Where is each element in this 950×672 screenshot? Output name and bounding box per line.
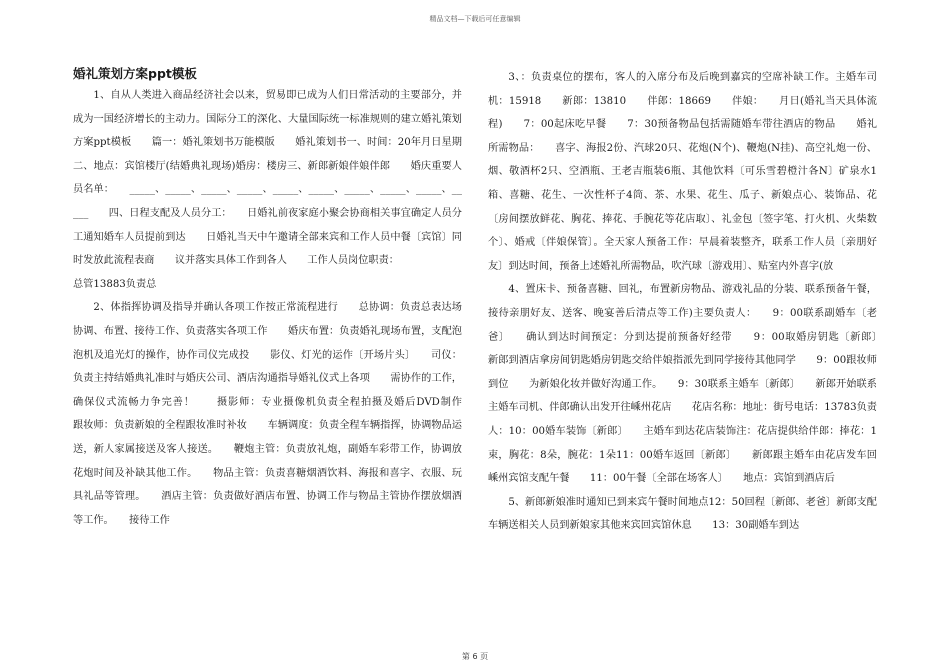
paragraph: 4、置床卡、预备喜糖、回礼，布置新房物品、游戏礼品的分装、联系预备午餐，接待亲朋好友、送客、晚宴善后清点等工作)主要负责人： 9：00联系副婚车〔老爸〕 确认到达时间预定：分到达提前预备好经带 9：00取婚房钥匙〔新郎〕 新郎到酒店拿房间钥匙婚房钥匙交给伴娘指派先到同学接待其他同学 9：00跟妆师到位 为新娘化妆并做好沟通工作。 9：30联系主婚车〔新郎〕 新郎开始联系主婚车司机、伴郎确认出发开往嵊州花店 花店名称：地址：街号电话：13783负责人：10：00婚车装饰〔新郎〕 主婚车到达花店装饰注：花店提供给伴郎：捧花：1束，胸花：8朵，腕花：1朵11：00婚车返回〔新郎〕 新郎跟主婚车由花店发车回嵊州宾馆支配午餐 11：00午餐〔全部在场客人〕 地点：宾馆到酒店后: [488, 284, 898, 485]
left-column: [73, 64, 483, 532]
page-header: 精品文档—下载后可任意编辑: [429, 15, 521, 23]
paragraph: 2、体指挥协调及指导并确认各项工作按正常流程进行 总协调：负责总表达场协调、布置、接待工作、负责落实各项工作 婚庆布置：负责婚礼现场布置，支配泡泡机及追光灯的操作，协作司仪完成投 影仪、灯光的运作〔开场片头〕 司仪：负责主持结婚典礼准时与婚庆公司、酒店沟通指导婚礼仪式上各项 需协作的工作，确保仪式流畅力争完善！ 摄影师：专业摄像机负责全程拍摄及婚后DVD制作 跟妆师：负责新娘的全程跟妆准时补妆 车辆调度：负责全程车辆指挥，协调物品运送，新人家属接送及客人接送。 鞭炮主管：负责放礼炮，副婚车彩带工作，协调放花炮时间及补缺其他工作。 物品主管：负责喜糖烟酒饮料、海报和喜字、衣服、玩具礼品等管理。 酒店主管：负责做好酒店布置、协调工作与物品主管协作摆放烟酒等工作。 接待工作: [73, 302, 483, 526]
paragraph: 1、自从人类进入商品经济社会以来，贸易即已成为人们日常活动的主要部分，并成为一国经济增长的主动力。国际分工的深化、大量国际统一标准规则的建立婚礼策划方案ppt模板 篇一：婚礼策划书万能模版 婚礼策划书一、时间：20年月日星期 二、地点：宾馆楼厅(结婚典礼现场)婚房：楼房三、新郎新娘伴娘伴郎 婚庆重要人员名单： _____、_____、_____、_____、_____、_____、_____、_____、_____、_____ 四、日程支配及人员分工： 日婚礼前夜家庭小聚会协商相关事宜确定人员分工通知婚车人员提前到达 日婚礼当天中午邀请全部来宾和工作人员中餐〔宾馆〕同时发放此流程表商 议并落实具体工作到各人 工作人员岗位职责：: [73, 90, 483, 267]
paragraph: 总管13883负责总: [73, 278, 157, 290]
right-column: [488, 66, 898, 538]
paragraph: 5、新郎新娘准时通知已到来宾午餐时间地点12：50回程〔新郎、老爸〕新郎支配车辆送相关人员到新娘家其他来宾回宾馆休息 13：30副婚车到达: [488, 496, 877, 532]
page-number: 第 6 页: [461, 652, 489, 661]
document-title: 婚礼策划方案ppt模板: [73, 66, 197, 81]
paragraph: 3、：负责桌位的摆布，客人的入席分布及后晚到嘉宾的空席补缺工作。主婚车司机：15918 新郎：13810 伴郎：18669 伴娘： 月日(婚礼当天具体流程) 7：00起床吃早餐 7：30预备物品包括需随婚车带往酒店的物品 婚礼所需物品： 喜字、海报2份、汽球20只、花炮(N个)、鞭炮(N挂)、高空礼炮一份、烟、敬酒杯2只、空酒瓶、王老吉瓶装6瓶、其他饮料〔可乐雪碧橙汁各N〕矿泉水1箱、喜糖、花生、一次性杯子4筒、茶、水果、花生、瓜子、新娘点心、装饰品、花〔房间摆放鲜花、胸花、捧花、手腕花等花店取〕、礼金包〔签字笔、打火机、火柴数个〕、婚戒〔伴娘保管〕。全天家人预备工作：早晨着装整齐，联系工作人员〔亲朋好友〕到达时间，预备上述婚礼所需物品，吹汽球〔游戏用〕、贴室内外喜字(放: [488, 72, 877, 272]
